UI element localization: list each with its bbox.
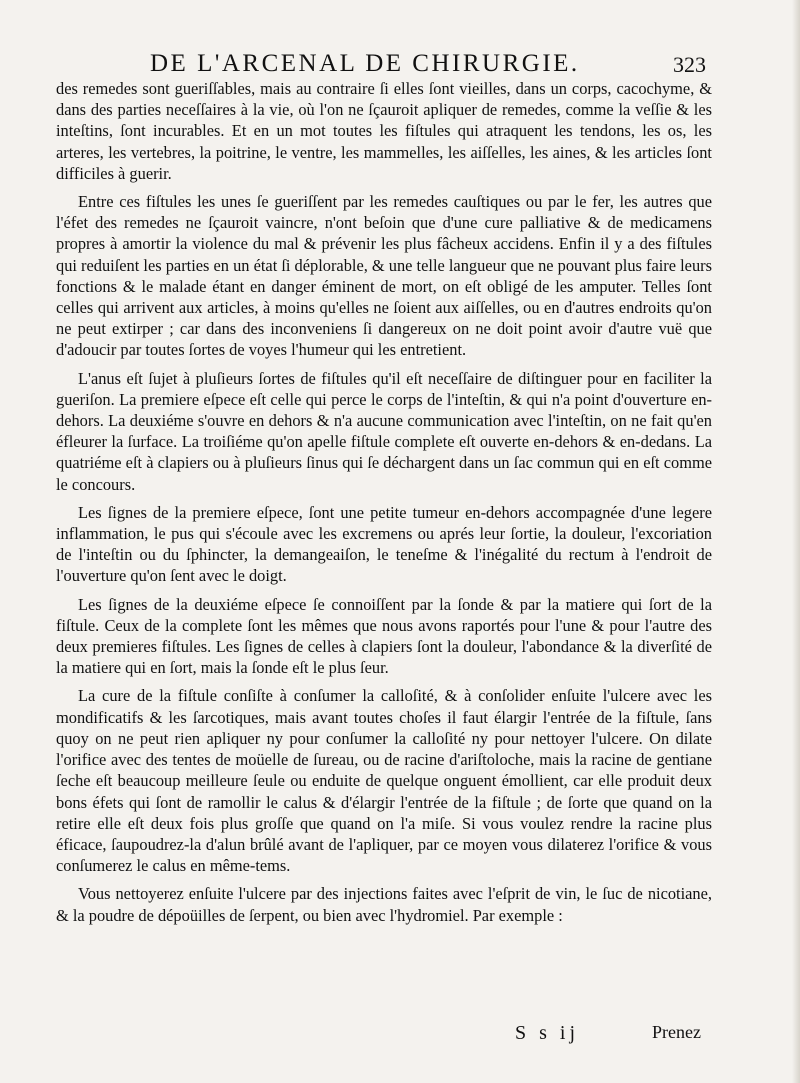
running-title: DE L'ARCENAL DE CHIRURGIE. <box>150 50 580 77</box>
paragraph-6: La cure de la fiſtule conſiſte à conſumer la calloſité, & à conſolider enſuite l'ulcere avec les mondificatifs & les ſarcotiques, mais avant toutes choſes il faut élargir l'entrée de la fiſtule, ſans quoy on ne peut rien apliquer ny pour conſumer la calloſité ny pour nettoyer l'ulcere. On dilate l'orifice avec des tentes de moüelle de ſureau, ou de racine d'ariſtoloche, mais la racine de gentiane ſeche eſt beaucoup meilleure ſeule ou enduite de quelque onguent émollient, car elle produit deux bons éfets qui ſont de ramollir le calus & d'élargir l'entrée de la fiſtule ; de ſorte que quand on la retire elle eſt deux fois plus groſſe que quand on l'a miſe. Si vous voulez rendre la racine plus éficace, ſaupoudrez-la d'alun brûlé avant de l'apliquer, par ce moyen vous dilaterez l'orifice & vous conſumerez le calus en même-tems. <box>56 686 712 876</box>
page-number: 323 <box>673 52 706 77</box>
body-text <box>56 78 712 933</box>
signature-mark: S s ij <box>515 1022 580 1044</box>
catchword: Prenez <box>652 1022 701 1042</box>
paragraph-5: Les ſignes de la deuxiéme eſpece ſe connoiſſent par la ſonde & par la matiere qui ſort de la fiſtule. Ceux de la complete ſont les mêmes que nous avons raportés pour l'une & pour l'autre des deux premieres fiſtules. Les ſignes de celles à clapiers ſont la douleur, l'abondance & la diverſité de la matiere qui en ſort, mais la ſonde eſt le plus ſeur. <box>56 594 712 678</box>
paragraph-7: Vous nettoyerez enſuite l'ulcere par des injections faites avec l'eſprit de vin, le ſuc de nicotiane, & la poudre de dépoüilles de ſerpent, ou bien avec l'hydromiel. Par exemple : <box>56 884 712 925</box>
page-footer <box>0 1022 800 1052</box>
page-edge-shadow <box>792 0 800 1083</box>
page-header <box>0 50 800 80</box>
paragraph-2: Entre ces fiſtules les unes ſe gueriſſent par les remedes cauſtiques ou par le fer, les autres que l'éfet des remedes ne ſçauroit vaincre, n'ont beſoin que d'une cure palliative & de medicamens propres à amortir la violence du mal & prévenir les plus fâcheux accidens. Enfin il y a des fiſtules qui reduiſent les parties en un état ſi déplorable, & une telle langueur que ne pouvant plus faire leurs fonctions & le malade étant en danger éminent de mort, on eſt obligé de les amputer. Telles ſont celles qui arrivent aux articles, à moins qu'elles ne ſoient aux aiſſelles, ou en d'autres endroits qu'on ne peut extirper ; car dans des inconveniens ſi dangereux on ne doit point avoir d'autre vuë que d'adoucir par toutes ſortes de voyes l'humeur qui les entretient. <box>56 192 712 360</box>
paragraph-1: des remedes sont gueriſſables, mais au contraire ſi elles ſont vieilles, dans un corps, cacochyme, & dans des parties neceſſaires à la vie, où l'on ne ſçauroit apliquer de remedes, comme la veſſie & les inteſtins, ſont incurables. Et en un mot toutes les fiſtules qui atraquent les tendons, les os, les arteres, les vertebres, la poitrine, le ventre, les mammelles, les aiſſelles, les aines, & les articles ſont difficiles à guerir. <box>56 79 712 183</box>
paragraph-3: L'anus eſt ſujet à pluſieurs ſortes de fiſtules qu'il eſt neceſſaire de diſtinguer pour en faciliter la gueriſon. La premiere eſpece eſt celle qui perce le corps de l'inteſtin, & qui n'a point d'ouverture en-dehors. La deuxiéme s'ouvre en dehors & n'a aucune communication avec l'inteſtin, on ne fait qu'en éfleurer la ſurface. La troiſiéme qu'on apelle fiſtule complete eſt ouverte en-dehors & en-dedans. La quatriéme eſt à clapiers ou à pluſieurs ſinus qui ſe déchargent dans un ſac commun qui en eſt comme le concours. <box>56 368 712 494</box>
paragraph-4: Les ſignes de la premiere eſpece, ſont une petite tumeur en-dehors accompagnée d'une legere inflammation, le pus qui s'écoule avec les excremens ou aprés leur ſortie, la douleur, l'excoriation de l'inteſtin ou du ſphincter, la demangeaiſon, le teneſme & l'inégalité du rectum à l'endroit de l'ouverture qu'on ſent avec le doigt. <box>56 502 712 586</box>
